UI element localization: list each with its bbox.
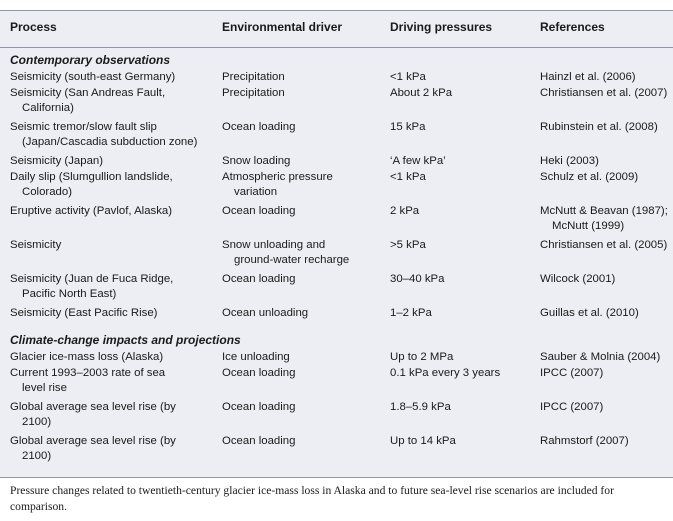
cell-line: IPCC (2007) xyxy=(540,367,604,379)
cell-line: Rahmstorf (2007) xyxy=(540,435,629,447)
cell-environmental-driver xyxy=(222,350,387,365)
cell-line: Seismicity (Japan) xyxy=(10,155,104,167)
cell-driving-pressure xyxy=(390,86,535,101)
cell-line: Ocean loading xyxy=(222,435,296,447)
cell-line: 1.8–5.9 kPa xyxy=(390,401,451,413)
cell-line: Global average sea level rise (by xyxy=(10,401,176,413)
cell-line: Seismicity (Juan de Fuca Ridge, xyxy=(10,273,174,285)
cell-reference xyxy=(540,154,670,169)
cell-reference xyxy=(540,306,670,321)
table-footnote: Pressure changes related to twentieth-century glacier ice-mass loss in Alaska and to future sea-level rise scenarios are included for comparison. xyxy=(10,484,614,513)
cell-line: 2100) xyxy=(22,416,52,428)
cell-line: Christiansen et al. (2007) xyxy=(540,87,668,99)
header-process: Process xyxy=(10,20,57,34)
cell-driving-pressure xyxy=(390,120,535,135)
cell-line: Precipitation xyxy=(222,71,285,83)
header-driving-pressures: Driving pressures xyxy=(390,20,493,34)
cell-line: Hainzl et al. (2006) xyxy=(540,71,636,83)
cell-process xyxy=(10,434,215,464)
cell-line: 1–2 kPa xyxy=(390,307,432,319)
cell-reference xyxy=(540,204,670,234)
cell-process xyxy=(10,70,215,85)
cell-environmental-driver xyxy=(222,400,387,415)
cell-line: Up to 14 kPa xyxy=(390,435,456,447)
cell-environmental-driver xyxy=(222,306,387,321)
cell-driving-pressure xyxy=(390,434,535,449)
cell-process xyxy=(10,272,215,302)
cell-reference xyxy=(540,86,670,101)
cell-line: 2 kPa xyxy=(390,205,420,217)
cell-line: Ocean loading xyxy=(222,273,296,285)
cell-line: Current 1993–2003 rate of sea xyxy=(10,367,166,379)
cell-line: Pacific North East) xyxy=(22,288,117,300)
cell-line: Colorado) xyxy=(22,186,73,198)
cell-line: 2100) xyxy=(22,450,52,462)
cell-line: IPCC (2007) xyxy=(540,401,604,413)
cell-reference xyxy=(540,70,670,85)
cell-line: ‘A few kPa’ xyxy=(390,155,446,167)
cell-line: Snow unloading and xyxy=(222,239,326,251)
cell-driving-pressure xyxy=(390,170,535,185)
cell-environmental-driver xyxy=(222,434,387,449)
cell-line: Seismicity (south-east Germany) xyxy=(10,71,176,83)
cell-line: Precipitation xyxy=(222,87,285,99)
cell-driving-pressure xyxy=(390,400,535,415)
cell-environmental-driver xyxy=(222,366,387,381)
section-climate-change-impacts: Climate-change impacts and projections xyxy=(10,333,241,347)
cell-reference xyxy=(540,350,670,365)
cell-process xyxy=(10,306,215,321)
cell-line: <1 kPa xyxy=(390,71,426,83)
cell-line: Schulz et al. (2009) xyxy=(540,171,639,183)
cell-line: >5 kPa xyxy=(390,239,426,251)
cell-line: Ice unloading xyxy=(222,351,290,363)
cell-line: Atmospheric pressure xyxy=(222,171,333,183)
cell-line: Heki (2003) xyxy=(540,155,599,167)
cell-line: 15 kPa xyxy=(390,121,426,133)
cell-line: 30–40 kPa xyxy=(390,273,445,285)
cell-line: Seismicity xyxy=(10,239,62,251)
header-divider xyxy=(0,47,673,48)
cell-line: ground-water recharge xyxy=(234,254,350,266)
cell-process xyxy=(10,120,215,150)
cell-line: Seismic tremor/slow fault slip xyxy=(10,121,157,133)
cell-line: Daily slip (Slumgullion landslide, xyxy=(10,171,173,183)
cell-line: Glacier ice-mass loss (Alaska) xyxy=(10,351,164,363)
cell-line: Guillas et al. (2010) xyxy=(540,307,639,319)
cell-line: Seismicity (San Andreas Fault, xyxy=(10,87,166,99)
section-contemporary-observations: Contemporary observations xyxy=(10,53,171,67)
cell-driving-pressure xyxy=(390,238,535,253)
cell-line: Sauber & Molnia (2004) xyxy=(540,351,661,363)
cell-reference xyxy=(540,434,670,449)
cell-line: Eruptive activity (Pavlof, Alaska) xyxy=(10,205,173,217)
cell-reference xyxy=(540,366,670,381)
cell-reference xyxy=(540,400,670,415)
cell-driving-pressure xyxy=(390,350,535,365)
cell-driving-pressure xyxy=(390,366,535,381)
header-references: References xyxy=(540,20,605,34)
cell-line: Up to 2 MPa xyxy=(390,351,454,363)
cell-line: <1 kPa xyxy=(390,171,426,183)
cell-line: About 2 kPa xyxy=(390,87,453,99)
cell-reference xyxy=(540,238,670,253)
cell-line: Christiansen et al. (2005) xyxy=(540,239,668,251)
cell-process xyxy=(10,204,215,219)
cell-line: Rubinstein et al. (2008) xyxy=(540,121,658,133)
cell-process xyxy=(10,86,215,116)
cell-line: Ocean loading xyxy=(222,121,296,133)
cell-driving-pressure xyxy=(390,306,535,321)
cell-driving-pressure xyxy=(390,204,535,219)
cell-process xyxy=(10,350,215,365)
cell-environmental-driver xyxy=(222,120,387,135)
cell-driving-pressure xyxy=(390,272,535,287)
cell-driving-pressure xyxy=(390,154,535,169)
cell-line: 0.1 kPa every 3 years xyxy=(390,367,501,379)
cell-reference xyxy=(540,120,670,135)
cell-line: McNutt (1999) xyxy=(552,220,625,232)
cell-process xyxy=(10,238,215,253)
cell-reference xyxy=(540,170,670,185)
cell-line: Snow loading xyxy=(222,155,291,167)
cell-line: Ocean loading xyxy=(222,367,296,379)
cell-driving-pressure xyxy=(390,70,535,85)
cell-process xyxy=(10,366,215,396)
cell-line: California) xyxy=(22,102,74,114)
cell-line: Wilcock (2001) xyxy=(540,273,616,285)
cell-line: level rise xyxy=(22,382,67,394)
cell-line: Ocean loading xyxy=(222,205,296,217)
cell-environmental-driver xyxy=(222,154,387,169)
cell-process xyxy=(10,154,215,169)
cell-environmental-driver xyxy=(222,86,387,101)
cell-process xyxy=(10,400,215,430)
cell-line: (Japan/Cascadia subduction zone) xyxy=(22,136,198,148)
cell-line: variation xyxy=(234,186,278,198)
cell-environmental-driver xyxy=(222,204,387,219)
cell-process xyxy=(10,170,215,200)
cell-line: Ocean loading xyxy=(222,401,296,413)
cell-line: Ocean unloading xyxy=(222,307,309,319)
cell-environmental-driver xyxy=(222,170,387,200)
cell-environmental-driver xyxy=(222,238,387,268)
cell-environmental-driver xyxy=(222,70,387,85)
header-environmental-driver: Environmental driver xyxy=(222,20,343,34)
cell-line: Global average sea level rise (by xyxy=(10,435,176,447)
cell-line: Seismicity (East Pacific Rise) xyxy=(10,307,158,319)
cell-reference xyxy=(540,272,670,287)
cell-line: McNutt & Beavan (1987); xyxy=(540,205,668,217)
cell-environmental-driver xyxy=(222,272,387,287)
